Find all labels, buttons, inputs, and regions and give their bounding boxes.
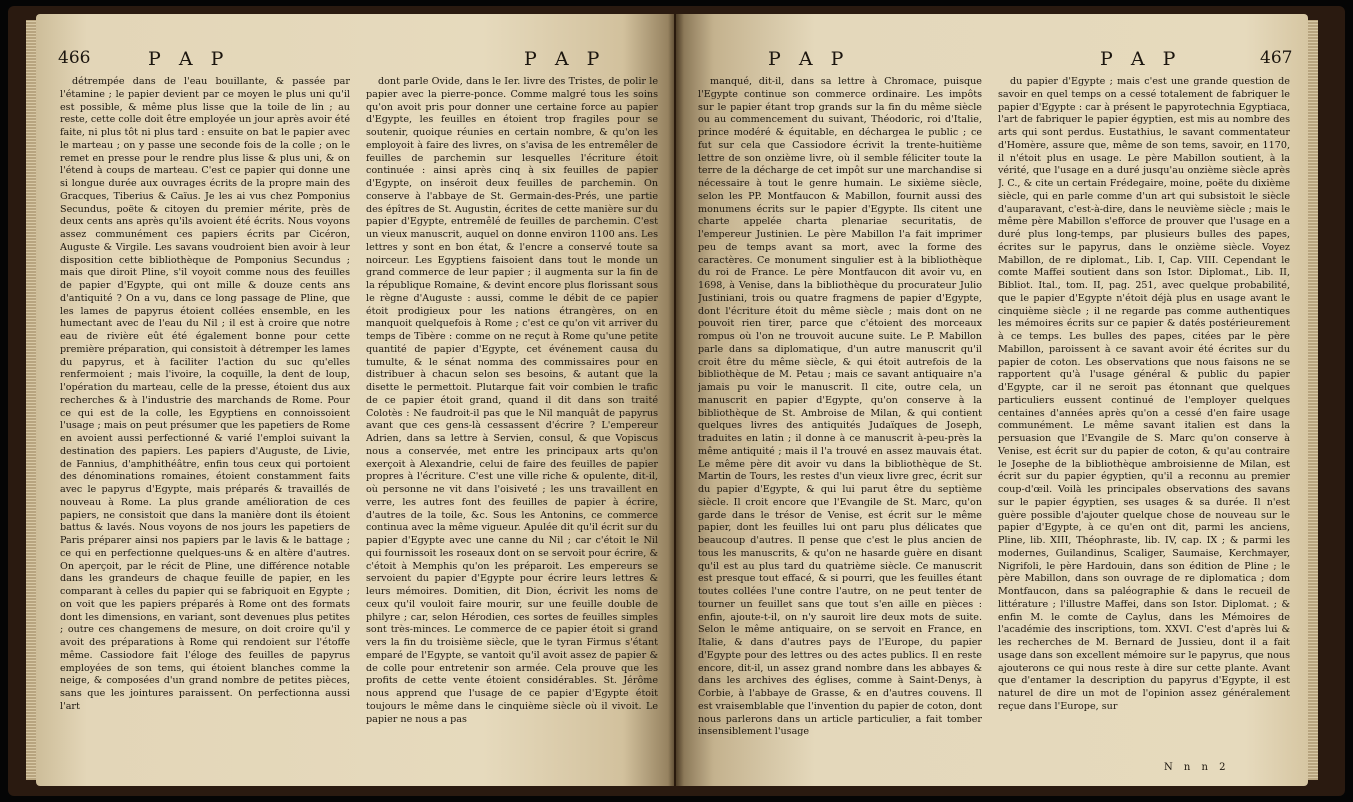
page-number: 467 (1260, 48, 1293, 68)
column-text: dont parle Ovide, dans le Ier. livre des Tristes, de polir le papier avec la pierre-ponce. Comme malgré tous les soins qu'on avoit pris pour donner une certaine force au papier d'Egypte, les feuilles en étoient trop fragiles pour se soutenir, quoique réunies en certain nombre, & qu'on les employoit à faire des livres, on s'avisa de les entremêler de feuilles de parchemin sur lesquelles l'écriture étoit continuée : ainsi après cinq à six feuilles de papier d'Egypte, on inséroit deux feuilles de parchemin. On conserve à l'abbaye de St. Germain-des-Prés, une partie des épîtres de St. Augustin, écrites de cette manière sur du papier d'Egypte, entremêlé de feuilles de parchemin. C'est un vieux manuscrit, auquel on donne environ 1100 ans. Les lettres y sont en bon état, & l'encre a conservé toute sa noirceur. Les Egyptiens faisoient dans tout le monde un grand commerce de leur papier ; il augmenta sur la fin de la république Romaine, & devint encore plus florissant sous le règne d'Auguste : aussi, comme le débit de ce papier étoit prodigieux pour les nations étrangères, on en manquoit quelquefois à Rome ; c'est ce qu'on vit arriver du temps de Tibère : comme on ne reçut à Rome qu'une petite quantité de papier d'Egypte, cet événement causa du tumulte, & le sénat nomma des commissaires pour en distribuer à chacun selon ses besoins, & autant que la disette le permettoit. Plutarque fait voir combien le trafic de ce papier étoit grand, quand il dit dans son traité Colotès : Ne faudroit-il pas que le Nil manquât de papyrus avant que ces gens-là cessassent d'écrire ? L'empereur Adrien, dans sa lettre à Servien, consul, & que Vopiscus nous a conservée, met entre les principaux arts qu'on exerçoit à Alexandrie, celui de faire des feuilles de papier propres à l'écriture. C'est une ville riche & opulente, dit-il, où personne ne vit dans l'oisiveté ; les uns travaillent en verre, les autres font des feuilles de papier à écrire, d'autres de la toile, &c. Sous les Antonins, ce commerce continua avec la même vigueur. Apulée dit qu'il écrit sur du papier d'Egypte avec une canne du Nil ; car c'étoit le Nil qui fournissoit les roseaux dont on se servoit pour écrire, & c'étoit à Memphis qu'on les préparoit. Les empereurs se servoient du papier d'Egypte pour écrire leurs lettres & leurs mémoires. Domitien, dit Dion, écrivit les noms de ceux qu'il vouloit faire mourir, sur une feuille double de philyre ; car, selon Hérodien, ces sortes de feuilles simples sont très-minces. Le commerce de ce papier étoit si grand vers la fin du troisième siècle, que le tyran Firmus s'étant emparé de l'Egypte, se vantoit qu'il avoit assez de papier & de colle pour entretenir son armée. Cela prouve que les profits de cette vente étoient considérables. St. Jérôme nous apprend que l'usage de ce papier d'Egypte étoit toujours le même dans le cinquième siècle où il vivoit. Le papier ne nous a pas (366, 76, 658, 725)
running-head-left: P A P (148, 48, 230, 70)
page-edges-right (1308, 20, 1318, 780)
text-column-1 (698, 76, 982, 766)
running-head-right: P A P (524, 48, 606, 70)
text-column-2 (366, 76, 658, 766)
column-text: du papier d'Egypte ; mais c'est une grande question de savoir en quel temps on a cessé totalement de fabriquer le papier d'Egypte : car à présent le papyrotechnia Egyptiaca, l'art de fabriquer le papier égyptien, est mis au nombre des arts qui sont perdus. Eustathius, le savant commentateur d'Homère, assure que, même de son tems, savoir, en 1170, il n'étoit plus en usage. Le père Mabillon soutient, à la vérité, que l'usage en a duré jusqu'au onzième siècle après J. C., & cite un certain Frédegaire, moine, poëte du dixième siècle, qui en parle comme d'un art qui subsistoit le siècle d'auparavant, c'est-à-dire, dans le neuvième siècle ; mais le même père Mabillon s'efforce de prouver que l'usage en a duré plus long-temps, par plusieurs bulles des papes, écrites sur le papyrus, dans le onzième siècle. Voyez Mabillon, de re diplomat., Lib. I, Cap. VIII. Cependant le comte Maffei soutient dans son Istor. Diplomat., Lib. II, Bibliot. Ital., tom. II, pag. 251, avec quelque probabilité, que le papier d'Egypte n'étoit déjà plus en usage avant le cinquième siècle ; il ne regarde pas comme authentiques les mémoires écrits sur ce papier & datés postérieurement à ce temps. Les bulles des papes, citées par le père Mabillon, paroissent à ce savant avoir été écrites sur du papier de coton. Les observations que nous faisons ne se rapportent qu'à l'usage général & public du papier d'Egypte, car il ne seroit pas étonnant que quelques particuliers eussent continué de l'employer quelques centaines d'années après qu'on a cessé d'en faire usage communément. Le même savant italien est dans la persuasion que l'Evangile de S. Marc qu'on conserve à Venise, est écrit sur du papier de coton, & qu'au contraire le Josephe de la bibliothèque ambroisienne de Milan, est écrit sur du papier égyptien, qu'il a reconnu au premier coup-d'œil. Voilà les principales observations des savans sur le papier égyptien, ses usages & sa durée. Il n'est guère possible d'ajouter quelque chose de nouveau sur le papier d'Egypte, à ce qu'en ont dit, parmi les anciens, Pline, lib. XIII, Théophraste, lib. IV, cap. IX ; & parmi les modernes, Guilandinus, Scaliger, Saumaise, Kerchmayer, Nigrifoli, le père Hardouin, dans son édition de Pline ; le père Mabillon, dans son ouvrage de re diplomatica ; dom Montfaucon, dans sa paléographie & dans le recueil de littérature ; l'illustre Maffei, dans son Istor. Diplomat. ; & enfin M. le comte de Caylus, dans les Mémoires de l'académie des inscriptions, tom. XXVI. C'est d'après lui & les recherches de M. Bernard de Jussieu, dont il a fait usage dans son excellent mémoire sur le papyrus, que nous ajouterons ce qui nous reste à dire sur cette plante. Avant que d'entamer la description du papyrus d'Egypte, il est naturel de dire un mot de l'opinion assez généralement reçue dans l'Europe, sur (998, 76, 1290, 712)
column-text: manqué, dit-il, dans sa lettre à Chromace, puisque l'Egypte continue son commerce ordinaire. Les impôts sur le papier étant trop grands sur la fin du même siècle ou au commencement du suivant, Théodoric, roi d'Italie, prince modéré & équitable, en déchargea le public ; ce fut sur cela que Cassiodore écrivit la trente-huitième lettre de son onzième livre, où il semble féliciter toute la terre de la décharge de cet impôt sur une marchandise si nécessaire à tout le genre humain. Le sixième siècle, selon les PP. Montfaucon & Mabillon, fournit aussi des monumens écrits sur le papier d'Egypte. Ils citent une charte appelée charta plenariae securitatis, de l'empereur Justinien. Le père Mabillon l'a fait imprimer peu de temps avant sa mort, avec la forme des caractères. Ce monument singulier est à la bibliothèque du roi de France. Le père Montfaucon dit avoir vu, en 1698, à Venise, dans la bibliothèque du procurateur Julio Justiniani, trois ou quatre fragmens de papier d'Egypte, dont l'écriture étoit du même siècle ; mais dont on ne pouvoit rien tirer, parce que c'étoient des morceaux rompus où l'on ne trouvoit aucune suite. Le P. Mabillon parle dans sa diplomatique, d'un autre manuscrit qu'il croit être du même siècle, & qui étoit autrefois de la bibliothèque de M. Petau ; mais ce savant antiquaire n'a jamais pu voir le manuscrit. Il cite, outre cela, un manuscrit en papier d'Egypte, qu'on conserve à la bibliothèque de St. Ambroise de Milan, & qui contient quelques livres des antiquités Judaïques de Joseph, traduites en latin ; il donne à ce manuscrit à-peu-près la même antiquité ; mais il l'a trouvé en assez mauvais état. Le même père dit avoir vu dans la bibliothèque de St. Martin de Tours, les restes d'un vieux livre grec, écrit sur du papier d'Egypte, & qui lui parut être du septième siècle. Il croit encore que l'Evangile de St. Marc, qu'on garde dans le trésor de Venise, est écrit sur le même papier, dont les feuilles lui ont paru plus délicates que beaucoup d'autres. Il pense que c'est le plus ancien de tous les manuscrits, & qu'on ne hasarde guère en disant qu'il est au plus tard du quatrième siècle. Ce manuscrit est presque tout effacé, & si pourri, que les feuilles étant toutes collées l'une contre l'autre, on ne peut tenter de tourner un feuillet sans que tout s'en aille en pièces : enfin, ajoute-t-il, on n'y sauroit lire deux mots de suite. Selon le même antiquaire, on se servoit en France, en Italie, & dans d'autres pays de l'Europe, du papier d'Egypte pour des lettres ou des actes publics. Il en reste encore, dit-il, un assez grand nombre dans les abbayes & dans les archives des églises, comme à Saint-Denys, à Corbie, à l'abbaye de Grasse, & en d'autres couvens. Il est vraisemblable que l'invention du papier de coton, dont nous parlerons dans un article particulier, a fait tomber insensiblement l'usage (698, 76, 982, 738)
running-head-right: P A P (1100, 48, 1182, 70)
running-head-left: P A P (768, 48, 850, 70)
book-gutter (668, 14, 684, 786)
right-page (676, 14, 1308, 786)
text-column-2 (998, 76, 1290, 766)
page-number: 466 (58, 48, 91, 68)
signature-mark: N n n 2 (1164, 762, 1230, 773)
text-column-1 (60, 76, 350, 766)
column-text: détrempée dans de l'eau bouillante, & passée par l'étamine ; le papier devient par ce moyen le plus uni qu'il est possible, & même plus lisse que la toile de lin ; au reste, cette colle doit être employée un jour après avoir été faite, ni plus tôt ni plus tard : ensuite on bat le papier avec le marteau ; on y passe une seconde fois de la colle ; on le remet en presse pour le rendre plus lisse & plus uni, & on l'étend à coups de marteau. C'est ce papier qui donne une si longue durée aux ouvrages écrits de la propre main des Gracques, Tiberius & Caïus. Je les ai vus chez Pomponius Secundus, poëte & citoyen du premier mérite, près de deux cents ans après qu'ils avoient été écrits. Nous voyons assez communément ces papiers écrits par Cicéron, Auguste & Virgile. Les savans voudroient bien avoir à leur disposition cette bibliothèque de Pomponius Secundus ; mais que diroit Pline, s'il voyoit comme nous des feuilles de papier d'Egypte, qui ont mille & douze cents ans d'antiquité ? On a vu, dans ce long passage de Pline, que les lames de papyrus étoient collées ensemble, en les humectant avec de l'eau du Nil ; il est à croire que notre eau de rivière eût été également bonne pour cette première préparation, qui consistoit à détremper les lames du papyrus, et à faciliter l'action du suc qu'elles renfermoient ; mais l'ivoire, la coquille, la dent de loup, l'opération du marteau, celle de la presse, étoient dus aux recherches & à l'industrie des marchands de Rome. Pour ce qui est de la colle, les Egyptiens en connoissoient l'usage ; mais on peut présumer que les papetiers de Rome en avoient aussi perfectionné & varié l'emploi suivant la destination des papiers. Les papiers d'Auguste, de Livie, de Fannius, d'amphithéâtre, enfin tous ceux qui portoient des dénominations romaines, étoient constamment faits avec le papyrus d'Egypte, mais préparés & travaillés de nouveau à Rome. La plus grande amélioration de ces papiers, ne consistoit que dans la manière dont ils étoient battus & lavés. Nous voyons de nos jours les papetiers de Paris préparer ainsi nos papiers par le lavis & le battage ; ce qui en perfectionne quelques-uns & en altère d'autres. On aperçoit, par le récit de Pline, une différence notable dans les grandeurs de chaque feuille de papier, en les comparant à celles du papier qui se fabriquoit en Egypte ; on voit que les papiers préparés à Rome ont des formats dont les dimensions, en variant, sont devenues plus petites ; outre ces changemens de mesure, on doit croire qu'il y avoit des préparations à Rome qui rendoient sur l'étoffe même. Cassiodore fait l'éloge des feuilles de papyrus employées de son tems, qui étoient blanches comme la neige, & composées d'un grand nombre de petites pièces, sans que les jointures paraissent. On perfectionna aussi l'art (60, 76, 350, 712)
page-edges-left (26, 20, 36, 780)
left-page (36, 14, 674, 786)
